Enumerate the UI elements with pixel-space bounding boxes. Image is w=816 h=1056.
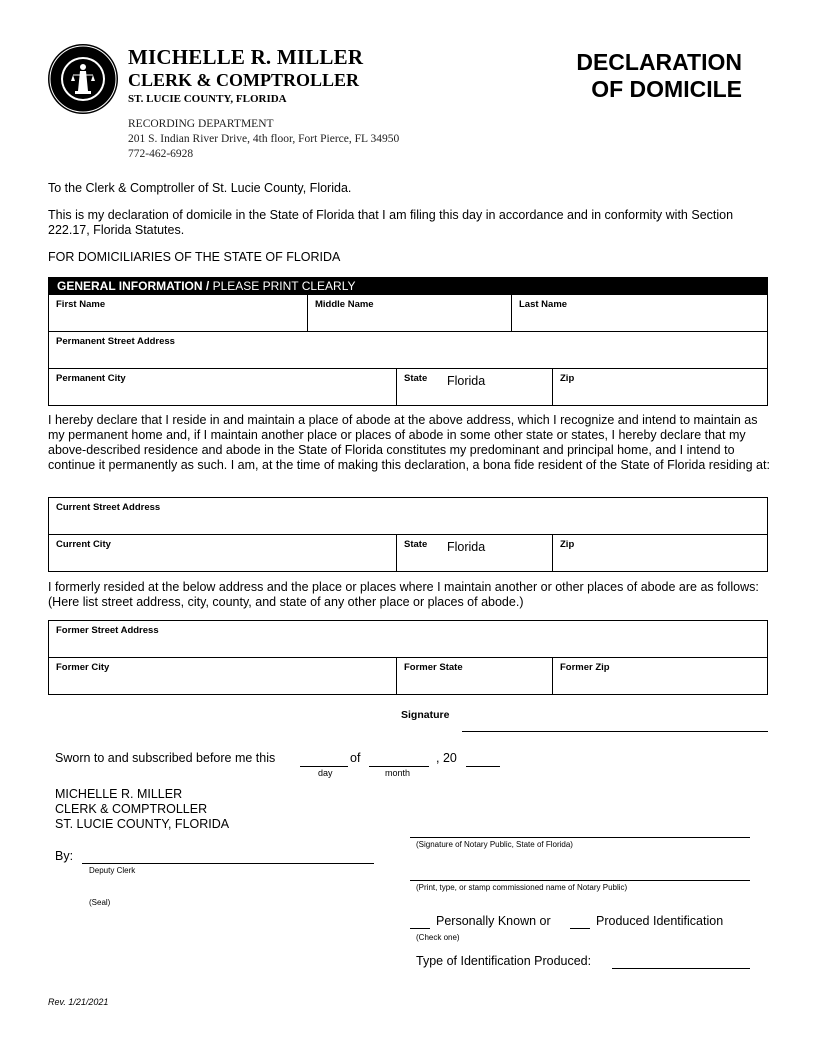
clerk-seal-icon	[47, 43, 119, 115]
revision-date: Rev. 1/21/2021	[48, 997, 109, 1007]
clerk-line-2: CLERK & COMPTROLLER	[55, 802, 208, 816]
current-state-value: Florida	[447, 540, 486, 554]
title-line-2: OF DOMICILE	[591, 76, 742, 102]
current-street-row	[49, 498, 767, 534]
former-street-label: Former Street Address	[56, 625, 159, 636]
document-title	[520, 49, 742, 103]
former-text: I formerly resided at the below address and the place or places where I maintain another or other places of abode are as follows: (Here list street address, city, county, and state of any other place or places of abode.)	[48, 580, 759, 609]
current-street-label: Current Street Address	[56, 502, 161, 513]
deputy-signature-line[interactable]	[82, 863, 374, 864]
check-one-caption: (Check one)	[416, 933, 460, 942]
former-street-row	[49, 621, 767, 657]
produced-label: Produced Identification	[596, 914, 724, 928]
current-address-box	[48, 497, 768, 572]
perm-zip-field[interactable]	[552, 369, 767, 405]
to-line: To the Clerk & Comptroller of St. Lucie County, Florida.	[48, 181, 352, 195]
clerk-block	[55, 787, 229, 832]
dept-phone: 772-462-6928	[128, 148, 194, 160]
former-zip-label: Former Zip	[560, 662, 610, 673]
current-city-field[interactable]	[49, 535, 396, 571]
name-row	[49, 295, 767, 331]
declaration-text: This is my declaration of domicile in the State of Florida that I am filing this day in accordance and in conformity with Section 222.17, Florida Statutes.	[48, 208, 734, 237]
current-state-field[interactable]	[396, 535, 552, 571]
declare-text: I hereby declare that I reside in and maintain a place of abode at the above address, which I recognize and intend to maintain as my permanent home and, if I maintain another place or places of abode in some other state or states, I hereby declare that my above-described residence and abode in the State of Florida constitutes my predominant and principal home, and I intend to continue it permanently as such. I am, at the time of making this declaration, a bona fide resident of the State of Florida residing at:	[48, 413, 770, 472]
perm-state-label: State	[404, 373, 428, 384]
former-zip-field[interactable]	[552, 658, 767, 694]
title-line-1: DECLARATION	[576, 49, 742, 75]
signature-label: Signature	[401, 709, 450, 721]
sworn-text: Sworn to and subscribed before me this	[55, 751, 276, 765]
notary-sig-caption: (Signature of Notary Public, State of Florida)	[416, 840, 573, 849]
known-label: Personally Known or	[436, 914, 551, 928]
signature-line[interactable]	[462, 731, 768, 732]
perm-city-row	[49, 368, 767, 405]
id-type-line[interactable]	[612, 968, 750, 969]
id-type-label: Type of Identification Produced:	[416, 954, 592, 968]
year-line[interactable]	[466, 766, 500, 767]
day-caption: day	[318, 768, 333, 778]
dept-address: 201 S. Indian River Drive, 4th floor, Fort Pierce, FL 34950	[128, 133, 400, 145]
month-caption: month	[385, 768, 411, 778]
year-prefix: , 20	[436, 751, 457, 765]
last-name-field[interactable]	[511, 295, 767, 331]
current-zip-field[interactable]	[552, 535, 767, 571]
former-address-box	[48, 620, 768, 695]
dept-block	[128, 117, 399, 162]
bar-bold: GENERAL INFORMATION /	[57, 279, 210, 293]
perm-city-field[interactable]	[49, 369, 396, 405]
last-name-label: Last Name	[519, 299, 568, 310]
notary-name-line[interactable]	[410, 880, 750, 881]
day-line[interactable]	[300, 766, 348, 767]
former-city-field[interactable]	[49, 658, 396, 694]
former-state-field[interactable]	[396, 658, 552, 694]
first-name-label: First Name	[56, 299, 106, 310]
middle-name-field[interactable]	[307, 295, 511, 331]
first-name-field[interactable]	[49, 295, 307, 331]
org-title: CLERK & COMPTROLLER	[128, 70, 360, 90]
perm-street-field[interactable]	[49, 332, 767, 368]
org-name: MICHELLE R. MILLER	[128, 45, 364, 69]
perm-zip-label: Zip	[560, 373, 575, 384]
clerk-line-1: MICHELLE R. MILLER	[55, 787, 183, 801]
current-zip-label: Zip	[560, 539, 575, 550]
month-line[interactable]	[369, 766, 429, 767]
current-city-label: Current City	[56, 539, 111, 550]
perm-state-field[interactable]	[396, 369, 552, 405]
org-county: ST. LUCIE COUNTY, FLORIDA	[128, 93, 287, 105]
current-street-field[interactable]	[49, 498, 767, 534]
perm-street-row	[49, 331, 767, 368]
bar-rest: PLEASE PRINT CLEARLY	[209, 279, 356, 293]
current-state-label: State	[404, 539, 428, 550]
perm-city-label: Permanent City	[56, 373, 126, 384]
clerk-line-3: ST. LUCIE COUNTY, FLORIDA	[55, 817, 230, 831]
general-info-box	[48, 277, 768, 406]
former-city-label: Former City	[56, 662, 110, 673]
former-city-row	[49, 657, 767, 694]
known-checkbox-line[interactable]	[410, 928, 430, 929]
of-text: of	[350, 751, 361, 765]
general-info-bar	[49, 278, 767, 295]
perm-state-value: Florida	[447, 374, 486, 388]
notary-signature-line[interactable]	[410, 837, 750, 838]
dept-name: RECORDING DEPARTMENT	[128, 118, 274, 130]
deputy-caption: Deputy Clerk	[89, 866, 136, 875]
section-heading: FOR DOMICILIARIES OF THE STATE OF FLORIDA	[48, 250, 341, 264]
current-city-row	[49, 534, 767, 571]
perm-street-label: Permanent Street Address	[56, 336, 175, 347]
former-state-label: Former State	[404, 662, 463, 673]
middle-name-label: Middle Name	[315, 299, 374, 310]
notary-print-caption: (Print, type, or stamp commissioned name of Notary Public)	[416, 883, 628, 892]
produced-checkbox-line[interactable]	[570, 928, 590, 929]
seal-caption: (Seal)	[89, 898, 111, 907]
former-street-field[interactable]	[49, 621, 767, 657]
by-label: By:	[55, 849, 74, 863]
